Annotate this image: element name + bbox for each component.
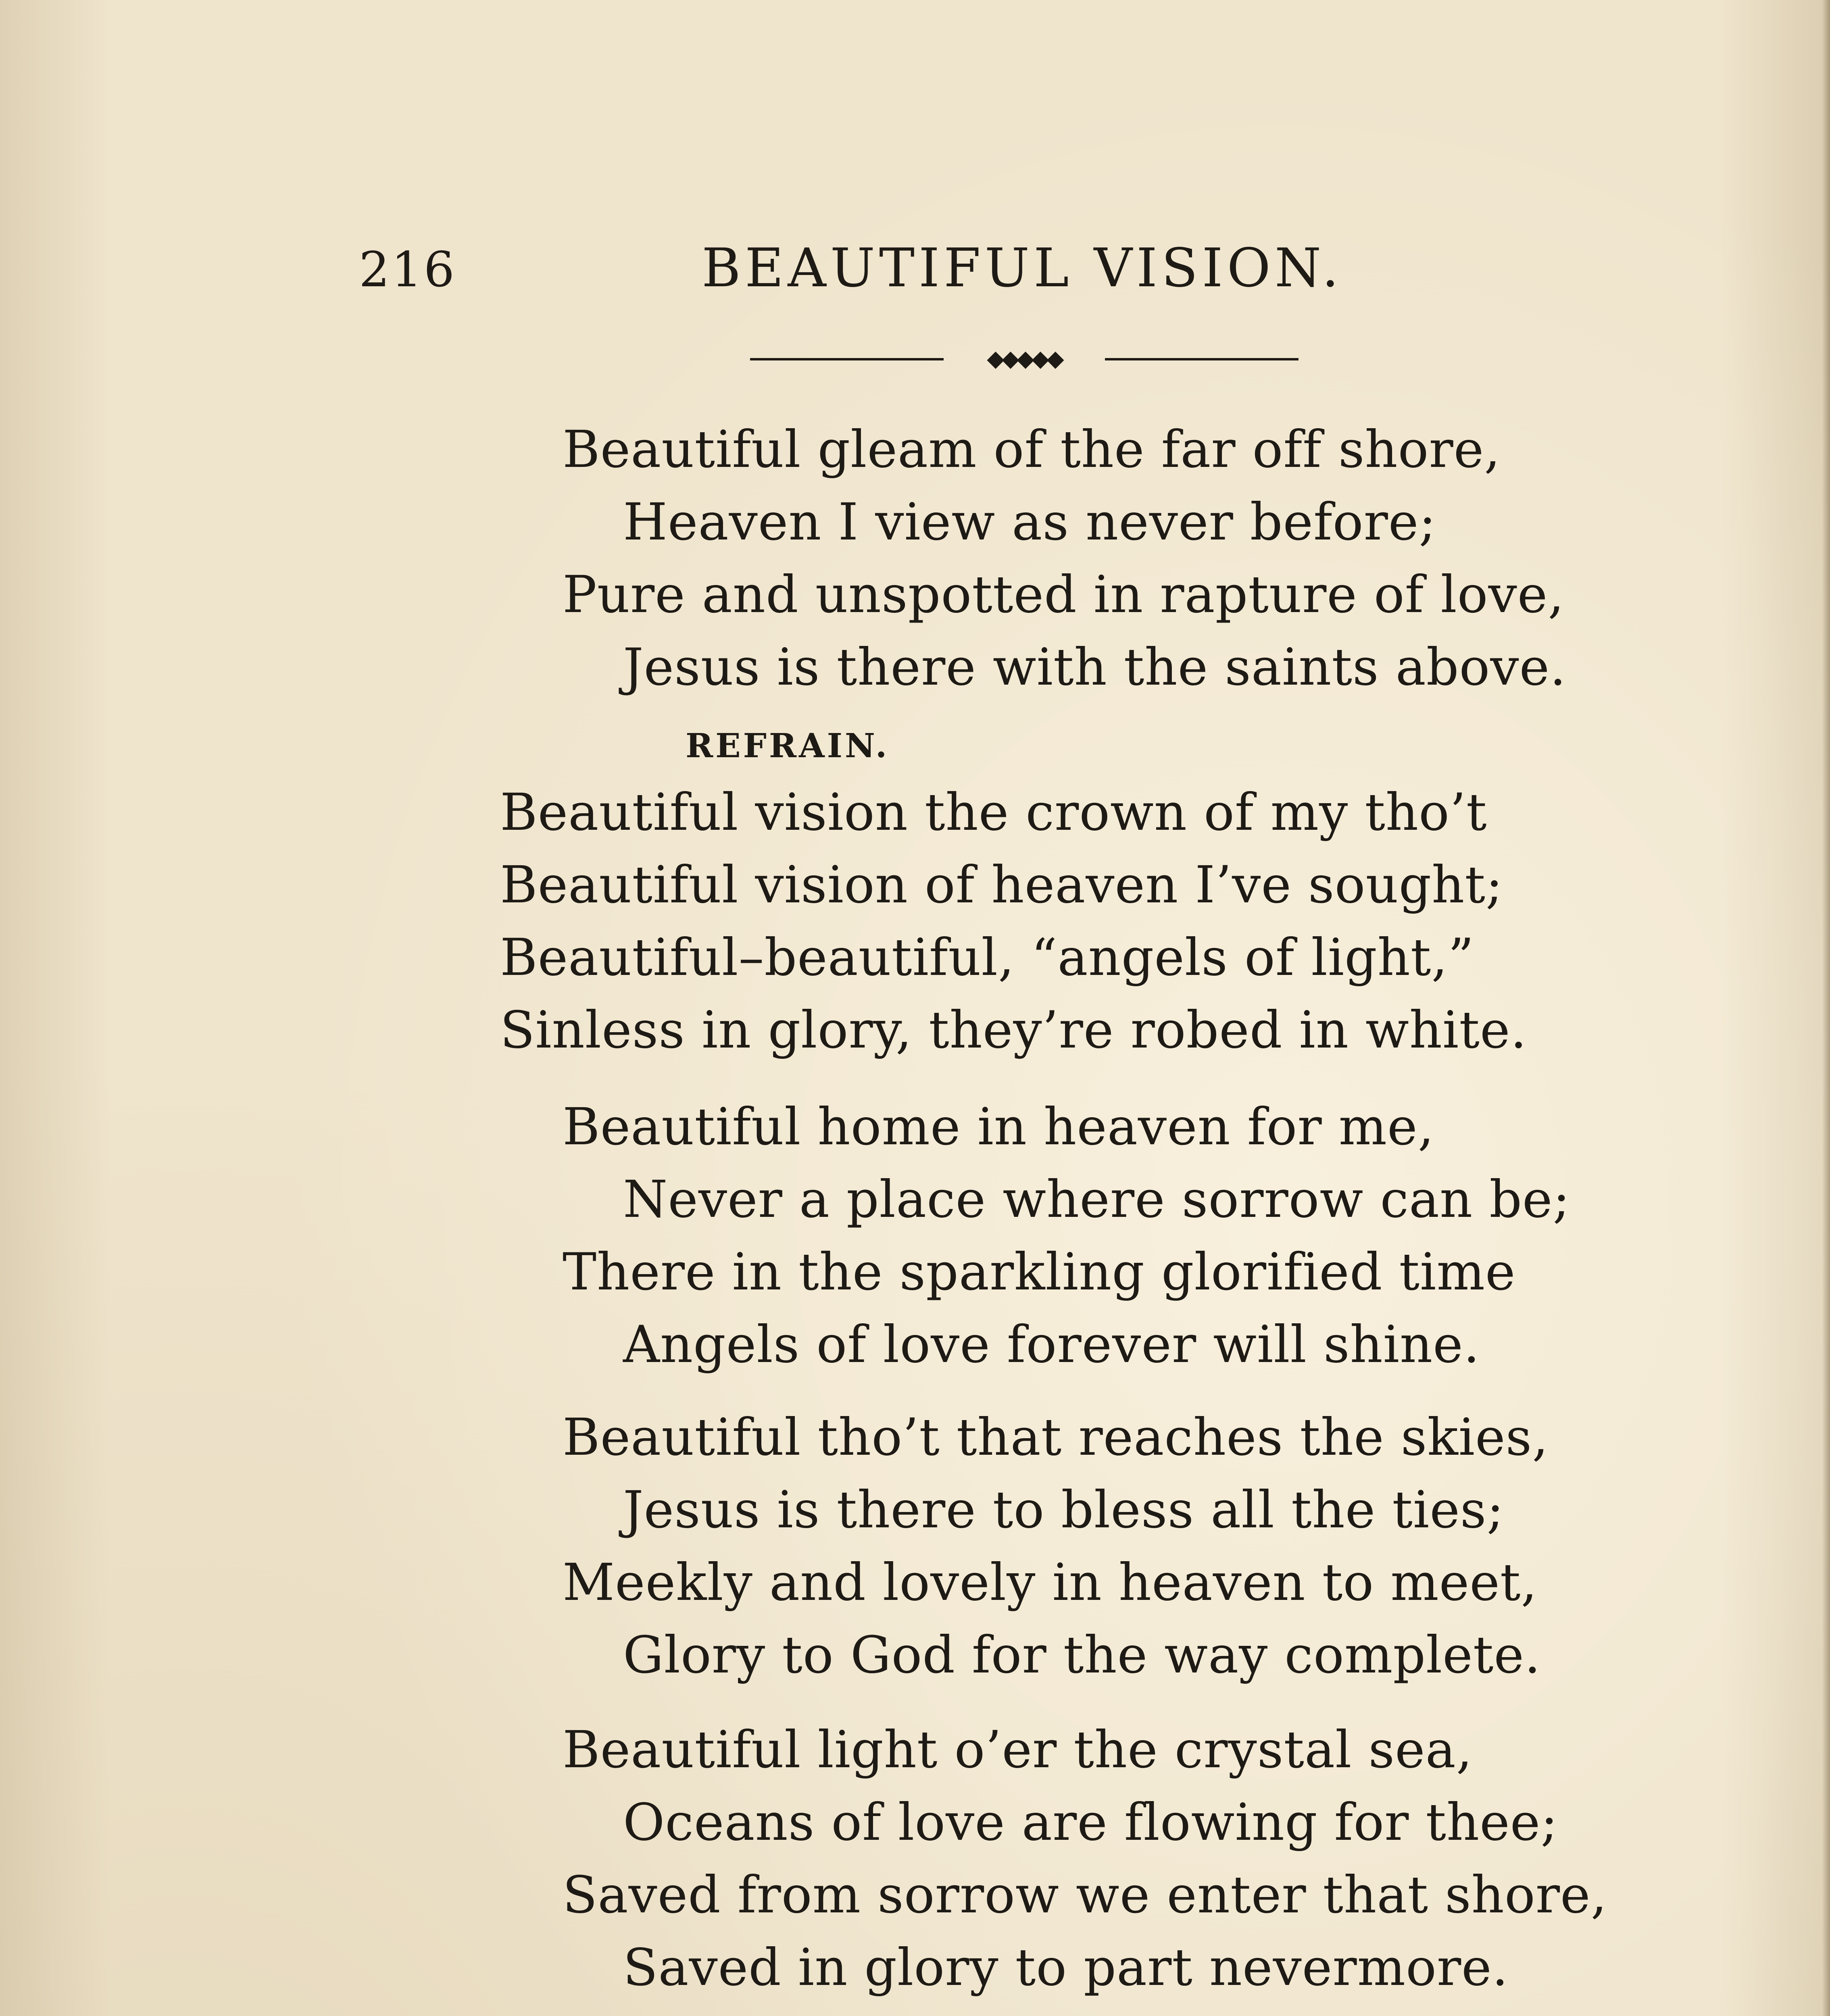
ornamental-rule: [750, 347, 1299, 371]
stanza-3-line-4: Glory to God for the way complete.: [623, 1625, 1541, 1685]
stanza-4-line-3: Saved from sorrow we enter that shore,: [563, 1865, 1607, 1924]
stanza-1-line-2: Heaven I view as never before;: [623, 492, 1436, 552]
stanza-2-line-1: Beautiful home in heaven for me,: [563, 1097, 1434, 1156]
refrain-line-4: Sinless in glory, they’re robed in white.: [500, 1000, 1527, 1060]
refrain-line-3: Beautiful–beautiful, “angels of light,”: [500, 928, 1475, 987]
page-edge-shadow: [1822, 0, 1830, 2016]
stanza-1-line-4: Jesus is there with the saints above.: [623, 637, 1567, 697]
stanza-2-line-4: Angels of love forever will shine.: [623, 1315, 1480, 1374]
refrain-line-1: Beautiful vision the crown of my tho’t: [500, 783, 1487, 842]
refrain-line-2: Beautiful vision of heaven I’ve sought;: [500, 855, 1503, 914]
stanza-1-line-3: Pure and unspotted in rapture of love,: [563, 565, 1565, 624]
stanza-3-line-3: Meekly and lovely in heaven to meet,: [563, 1553, 1538, 1612]
ornament-rule-right: [1105, 358, 1299, 360]
page-header: [0, 226, 1830, 298]
running-title: BEAUTIFUL VISION.: [702, 237, 1343, 299]
ornament-diamonds-icon: ◆◆◆◆◆: [987, 346, 1062, 372]
page-number: 216: [359, 242, 456, 298]
stanza-4-line-4: Saved in glory to part nevermore.: [623, 1938, 1509, 1997]
stanza-3-line-1: Beautiful tho’t that reaches the skies,: [563, 1408, 1549, 1467]
stanza-2-line-3: There in the sparkling glorified time: [563, 1242, 1516, 1302]
stanza-4-line-2: Oceans of love are flowing for thee;: [623, 1793, 1558, 1852]
stanza-1-line-1: Beautiful gleam of the far off shore,: [563, 420, 1501, 479]
ornament-rule-left: [750, 358, 944, 360]
stanza-2-line-2: Never a place where sorrow can be;: [623, 1170, 1571, 1229]
stanza-4-line-1: Beautiful light o’er the crystal sea,: [563, 1720, 1473, 1779]
stanza-3-line-2: Jesus is there to bless all the ties;: [623, 1480, 1505, 1539]
refrain-label: REFRAIN.: [686, 727, 890, 765]
